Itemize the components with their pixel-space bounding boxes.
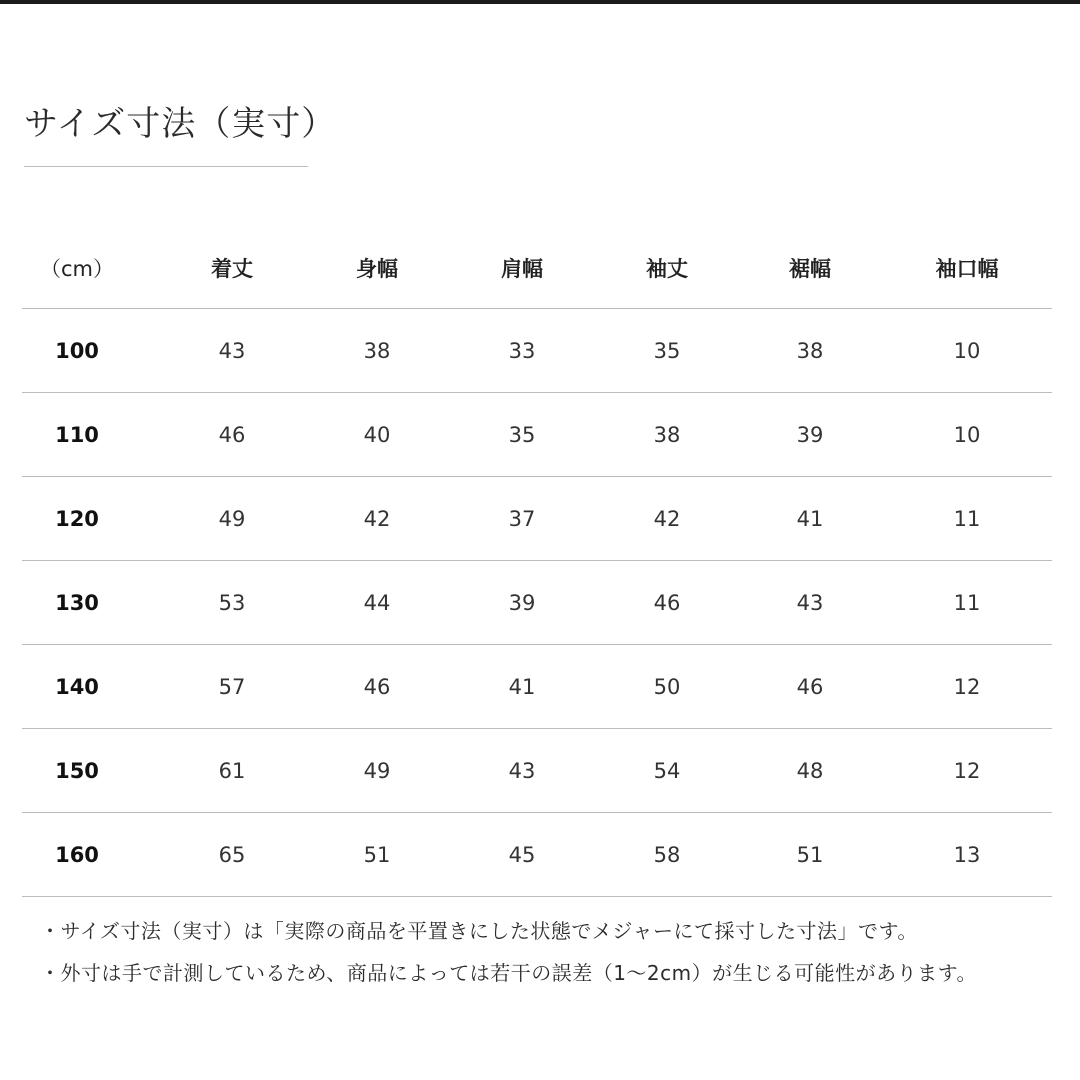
table-cell: 38 — [796, 338, 824, 363]
notes — [40, 910, 977, 994]
table-row — [22, 309, 1052, 393]
size-cell: 150 — [55, 758, 99, 783]
table-cell: 51 — [363, 842, 391, 867]
table-cell: 43 — [218, 338, 246, 363]
table-row — [22, 477, 1052, 561]
table-row — [22, 645, 1052, 729]
table-cell: 11 — [953, 590, 981, 615]
title-divider — [24, 166, 308, 167]
table-cell: 35 — [508, 422, 536, 447]
table-header-row — [22, 228, 1052, 309]
table-cell: 57 — [218, 674, 246, 699]
table-cell: 46 — [653, 590, 681, 615]
header-length: 着丈 — [211, 257, 253, 281]
table-cell: 61 — [218, 758, 246, 783]
size-cell: 160 — [55, 842, 99, 867]
header-body-width: 身幅 — [356, 257, 398, 281]
header-shoulder-width: 肩幅 — [501, 257, 543, 281]
table-cell: 49 — [218, 506, 246, 531]
table-cell: 41 — [508, 674, 536, 699]
note-measurement-method: ・サイズ寸法（実寸）は「実際の商品を平置きにした状態でメジャーにて採寸した寸法」です。 — [40, 919, 918, 943]
table-cell: 41 — [796, 506, 824, 531]
note-measurement-error: ・外寸は手で計測しているため、商品によっては若干の誤差（1～2cm）が生じる可能性があります。 — [40, 961, 978, 985]
header-cuff-width: 袖口幅 — [935, 257, 999, 281]
table-cell: 65 — [218, 842, 246, 867]
table-cell: 58 — [653, 842, 681, 867]
table-cell: 39 — [796, 422, 824, 447]
table-cell: 48 — [796, 758, 824, 783]
table-cell: 53 — [218, 590, 246, 615]
table-cell: 12 — [953, 758, 981, 783]
table-cell: 10 — [953, 422, 981, 447]
table-cell: 42 — [363, 506, 391, 531]
table-cell: 44 — [363, 590, 391, 615]
table-cell: 38 — [363, 338, 391, 363]
table-cell: 49 — [363, 758, 391, 783]
top-border — [0, 0, 1080, 4]
table-cell: 11 — [953, 506, 981, 531]
table-cell: 39 — [508, 590, 536, 615]
size-cell: 140 — [55, 674, 99, 699]
table-cell: 35 — [653, 338, 681, 363]
table-cell: 42 — [653, 506, 681, 531]
table-row — [22, 729, 1052, 813]
table-cell: 43 — [508, 758, 536, 783]
table-cell: 10 — [953, 338, 981, 363]
table-cell: 33 — [508, 338, 536, 363]
table-cell: 37 — [508, 506, 536, 531]
table-cell: 46 — [363, 674, 391, 699]
header-sleeve-length: 袖丈 — [646, 257, 688, 281]
size-cell: 110 — [55, 422, 99, 447]
table-cell: 46 — [796, 674, 824, 699]
size-cell: 130 — [55, 590, 99, 615]
table-row — [22, 813, 1052, 897]
table-cell: 51 — [796, 842, 824, 867]
size-cell: 120 — [55, 506, 99, 531]
header-unit: （cm） — [39, 257, 114, 281]
table-cell: 50 — [653, 674, 681, 699]
table-cell: 12 — [953, 674, 981, 699]
table-cell: 38 — [653, 422, 681, 447]
table-cell: 46 — [218, 422, 246, 447]
table-cell: 43 — [796, 590, 824, 615]
table-cell: 54 — [653, 758, 681, 783]
size-cell: 100 — [55, 338, 99, 363]
page-title: サイズ寸法（実寸） — [24, 104, 337, 144]
table-row — [22, 561, 1052, 645]
header-hem-width: 裾幅 — [789, 257, 831, 281]
table-cell: 13 — [953, 842, 981, 867]
table-cell: 45 — [508, 842, 536, 867]
size-table — [22, 228, 1052, 897]
table-row — [22, 393, 1052, 477]
table-cell: 40 — [363, 422, 391, 447]
